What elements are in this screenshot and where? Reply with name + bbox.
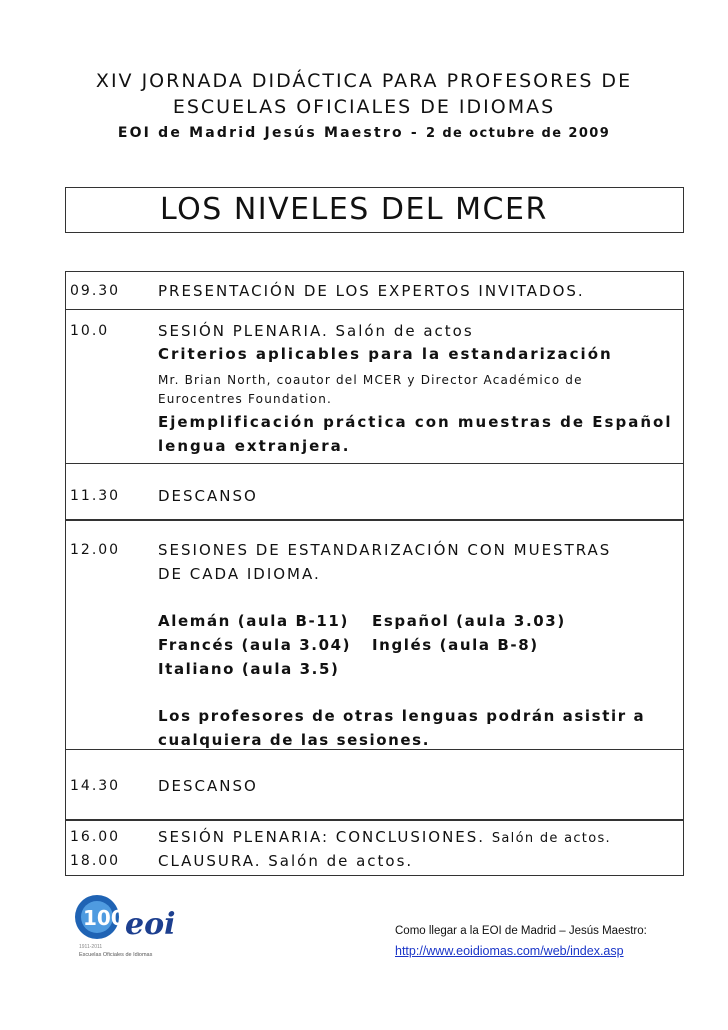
schedule-text: SESIONES DE ESTANDARIZACIÓN CON MUESTRAS — [158, 541, 612, 559]
speaker-info: Mr. Brian North, coautor del MCER y Director Académico de — [158, 373, 583, 387]
logo-graphic — [75, 890, 185, 960]
schedule-row-1130 — [65, 464, 684, 520]
logo-brand: eoi — [125, 907, 176, 942]
schedule-text: DESCANSO — [158, 777, 258, 795]
event-title-line1: XIV JORNADA DIDÁCTICA PARA PROFESORES DE — [95, 70, 633, 92]
schedule-text: DE CADA IDIOMA. — [158, 565, 321, 583]
speaker-info: Eurocentres Foundation. — [158, 392, 333, 406]
page-title: LOS NIVELES DEL MCER — [160, 192, 548, 227]
closing-venue: Salón de actos. — [491, 831, 611, 846]
schedule-row-1430 — [65, 750, 684, 820]
schedule-text: DESCANSO — [158, 487, 258, 505]
session-topic: Criterios aplicables para la estandarización — [158, 345, 613, 363]
schedule-note: cualquiera de las sesiones. — [158, 731, 431, 749]
room-espanol: Español (aula 3.03) — [372, 612, 566, 630]
time-label: 18.00 — [70, 853, 121, 869]
room-ingles: Inglés (aula B-8) — [372, 636, 539, 654]
event-title-line2: ESCUELAS OFICIALES DE IDIOMAS — [172, 96, 556, 118]
schedule-row-1200 — [65, 520, 684, 750]
room-aleman: Alemán (aula B-11) — [158, 612, 349, 630]
eoi-100-logo — [75, 890, 185, 960]
title-box — [65, 187, 684, 233]
schedule-row-0930 — [65, 271, 684, 310]
schedule-text: SESIÓN PLENARIA. Salón de actos — [158, 322, 474, 340]
event-venue: EOI de Madrid Jesús Maestro - — [117, 125, 419, 141]
logo-number: 100 — [83, 906, 125, 930]
schedule-note: Los profesores de otras lenguas podrán asistir a — [158, 707, 646, 725]
directions-note: Como llegar a la EOI de Madrid – Jesús Maestro: — [395, 925, 647, 937]
logo-years: 1911-2011 — [79, 944, 103, 950]
time-label: 09.30 — [70, 283, 121, 299]
schedule-text — [158, 828, 611, 846]
schedule-text: CLAUSURA. Salón de actos. — [158, 852, 414, 870]
time-label: 12.00 — [70, 542, 121, 558]
closing-session: SESIÓN PLENARIA: CONCLUSIONES. — [158, 828, 486, 846]
room-italiano: Italiano (aula 3.5) — [158, 660, 340, 678]
schedule-row-1600 — [65, 820, 684, 876]
session-topic: lengua extranjera. — [158, 437, 351, 455]
event-venue-date — [0, 125, 728, 141]
schedule-row-1000 — [65, 310, 684, 464]
session-topic: Ejemplificación práctica con muestras de Español — [158, 413, 673, 431]
time-label: 16.00 — [70, 829, 121, 845]
logo-caption: Escuelas Oficiales de Idiomas — [79, 952, 153, 958]
directions-link[interactable]: http://www.eoidiomas.com/web/index.asp — [395, 944, 624, 958]
schedule-text: PRESENTACIÓN DE LOS EXPERTOS INVITADOS. — [158, 282, 585, 300]
room-frances: Francés (aula 3.04) — [158, 636, 352, 654]
event-date: 2 de octubre de 2009 — [425, 126, 611, 141]
time-label: 11.30 — [70, 488, 121, 504]
time-label: 10.0 — [70, 323, 110, 339]
time-label: 14.30 — [70, 778, 121, 794]
